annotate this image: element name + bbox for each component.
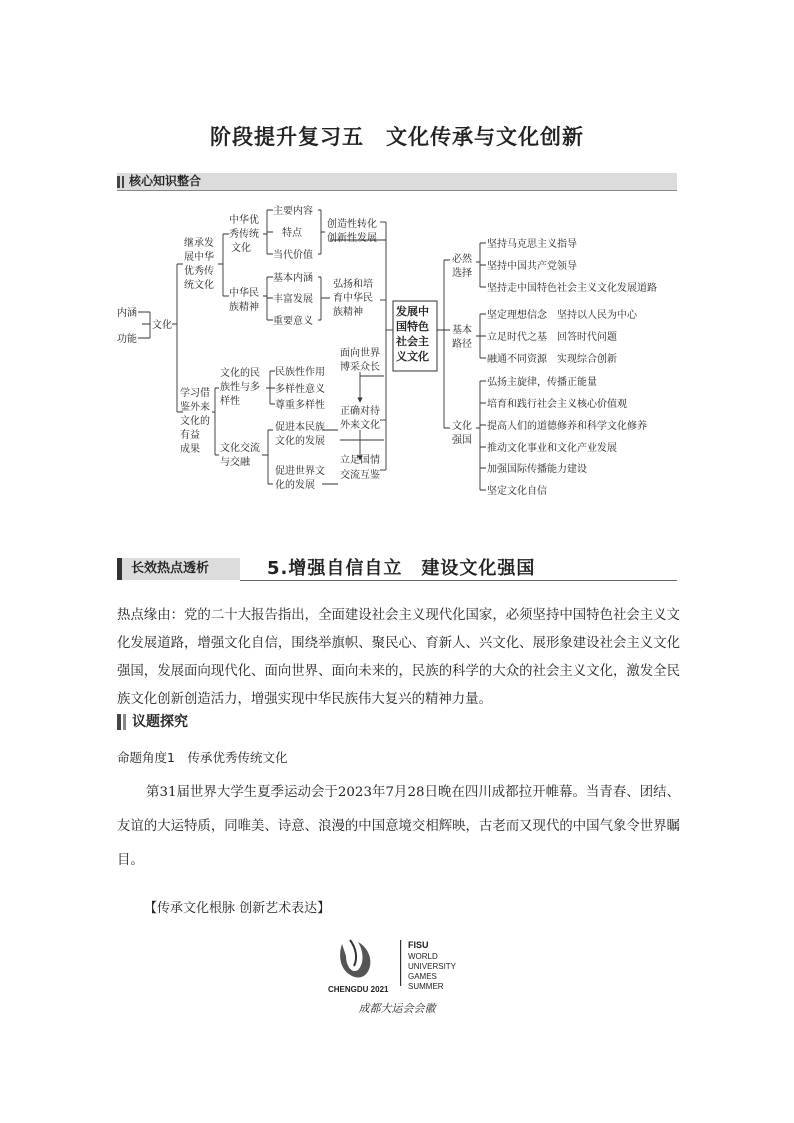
mindmap-node: 立足时代之基 回答时代问题 <box>487 332 617 343</box>
logo-left-text: CHENGDU 2021 <box>328 985 389 994</box>
mindmap-node: 创新性发展 <box>327 233 377 244</box>
mindmap-node: 特点 <box>282 228 302 239</box>
mindmap-node: 丰富发展 <box>273 294 313 305</box>
center-line-3: 义文化 <box>396 350 429 363</box>
mindmap-node: 坚定文化自信 <box>487 486 547 497</box>
mindmap-node: 培育和践行社会主义核心价值观 <box>487 399 627 410</box>
topic-bracket-title: 【传承文化根脉 创新艺术表达】 <box>144 901 331 916</box>
mindmap-node: 重要意义 <box>273 316 313 327</box>
mindmap-node: 文化的民 <box>220 368 260 379</box>
hot-reason-text: 热点缘由：党的二十大报告指出，全面建设社会主义现代化国家，必须坚持中国特色社会主义文化发展道路，增强文化自信，围绕举旗帜、聚民心、育新人、兴文化、展形象建设社会主义文化强国，发展面向现代化、面向世界、面向未来的，民族的科学的大众的社会主义文化，激发全民族文化创新创造活力，增强实现中华民族伟大复兴的精神力量。 <box>117 608 680 707</box>
mindmap-node: 中华民 <box>229 288 259 299</box>
mindmap-node: 弘扬和培 <box>333 279 373 290</box>
root-left-1: 功能 <box>117 334 137 345</box>
mindmap-node: 文化 <box>231 243 251 254</box>
mindmap-node: 统文化 <box>184 280 214 291</box>
mindmap-node: 中华优 <box>229 215 259 226</box>
mindmap-node: 路径 <box>452 339 472 350</box>
mindmap-node: 推动文化事业和文化产业发展 <box>487 443 617 454</box>
mindmap-node: 选择 <box>452 268 472 279</box>
mindmap-node: 成果 <box>180 444 200 455</box>
logo-caption: 成都大运会会徽 <box>358 1002 436 1015</box>
svg-text:SUMMER: SUMMER <box>408 982 444 991</box>
mindmap-node: 加强国际传播能力建设 <box>487 464 587 475</box>
mindmap-node: 族性与多 <box>220 382 260 393</box>
mindmap-node: 创造性转化 <box>327 219 377 230</box>
mindmap-node: 主要内容 <box>273 206 313 217</box>
hot-heading: 5.增强自信自立 建设文化强国 <box>267 558 536 579</box>
hot-tag: 长效热点透析 <box>131 561 210 576</box>
mindmap-node: 促进世界文 <box>275 466 325 477</box>
svg-text:GAMES: GAMES <box>408 972 437 981</box>
topic-angle: 命题角度1 传承优秀传统文化 <box>117 750 288 765</box>
mindmap-node: 必然 <box>452 254 472 265</box>
mindmap-node: 尊重多样性 <box>275 400 325 411</box>
mindmap-node: 基本 <box>452 325 472 336</box>
mindmap-node: 展中华 <box>184 252 214 263</box>
mindmap-node: 坚持马克思主义指导 <box>487 239 577 250</box>
mindmap-node: 化的发展 <box>275 480 315 491</box>
mindmap-node: 文化的 <box>180 416 210 427</box>
mindmap-node: 族精神 <box>229 302 259 313</box>
page-title: 阶段提升复习五 文化传承与文化创新 <box>210 125 584 149</box>
mindmap-node: 交流互鉴 <box>340 470 380 481</box>
culture-node: 文化 <box>152 320 172 331</box>
mindmap-node: 与交融 <box>220 457 250 468</box>
mindmap-node: 坚定理想信念 坚持以人民为中心 <box>487 310 637 321</box>
svg-text:UNIVERSITY: UNIVERSITY <box>408 962 457 971</box>
mindmap-node: 样性 <box>220 396 240 407</box>
mindmap-node: 融通不同资源 实现综合创新 <box>487 354 617 365</box>
mindmap-node: 当代价值 <box>273 250 313 261</box>
mindmap-node: 面向世界 <box>340 348 380 359</box>
center-line-1: 国特色 <box>396 320 429 333</box>
root-left-0: 内涵 <box>117 308 137 319</box>
mindmap-node: 民族性作用 <box>275 367 325 378</box>
mindmap-node: 促进本民族 <box>275 422 325 433</box>
mindmap-node: 坚持中国共产党领导 <box>487 261 577 272</box>
mindmap-node: 族精神 <box>333 307 363 318</box>
section-label: 核心知识整合 <box>129 174 202 188</box>
center-line-2: 社会主 <box>396 335 429 348</box>
mindmap-node: 博采众长 <box>340 362 380 373</box>
mindmap-node: 文化 <box>452 421 472 432</box>
center-line-0: 发展中 <box>396 305 429 318</box>
mindmap-node: 强国 <box>452 435 472 446</box>
mindmap-node: 继承发 <box>184 238 214 249</box>
mindmap-node: 提高人们的道德修养和科学文化修养 <box>487 421 647 432</box>
mindmap-node: 基本内涵 <box>273 273 313 284</box>
mindmap-node: 弘扬主旋律，传播正能量 <box>487 377 597 388</box>
mindmap-node: 多样性意义 <box>275 384 325 395</box>
topic-paragraph: 第31届世界大学生夏季运动会于2023年7月28日晚在四川成都拉开帷幕。当青春、团结、友谊的大运特质，同唯美、诗意、浪漫的中国意境交相辉映，古老而又现代的中国气象令世界瞩目。 <box>117 785 680 868</box>
mindmap-node: 文化交流 <box>220 443 260 454</box>
mindmap-node: 立足国情 <box>340 455 380 466</box>
topic-header <box>117 712 267 732</box>
mindmap-node: 育中华民 <box>333 293 373 304</box>
mindmap-node: 学习借 <box>180 388 210 399</box>
mindmap-node: 文化的发展 <box>275 436 325 447</box>
chengdu-universiade-logo <box>328 936 488 996</box>
topic-label: 议题探究 <box>132 714 188 730</box>
mindmap-node: 坚持走中国特色社会主义文化发展道路 <box>487 283 657 294</box>
hot-topic-header <box>117 556 677 582</box>
mindmap-node: 秀传统 <box>229 229 259 240</box>
knowledge-mindmap <box>0 0 794 530</box>
mindmap-node: 外来文化 <box>340 420 380 431</box>
mindmap-node: 有益 <box>180 430 200 441</box>
mindmap-node: 正确对待 <box>340 406 380 417</box>
svg-text:FISU: FISU <box>408 940 429 950</box>
mindmap-node: 优秀传 <box>184 266 214 277</box>
svg-text:WORLD: WORLD <box>408 952 438 961</box>
mindmap-node: 鉴外来 <box>180 402 210 413</box>
